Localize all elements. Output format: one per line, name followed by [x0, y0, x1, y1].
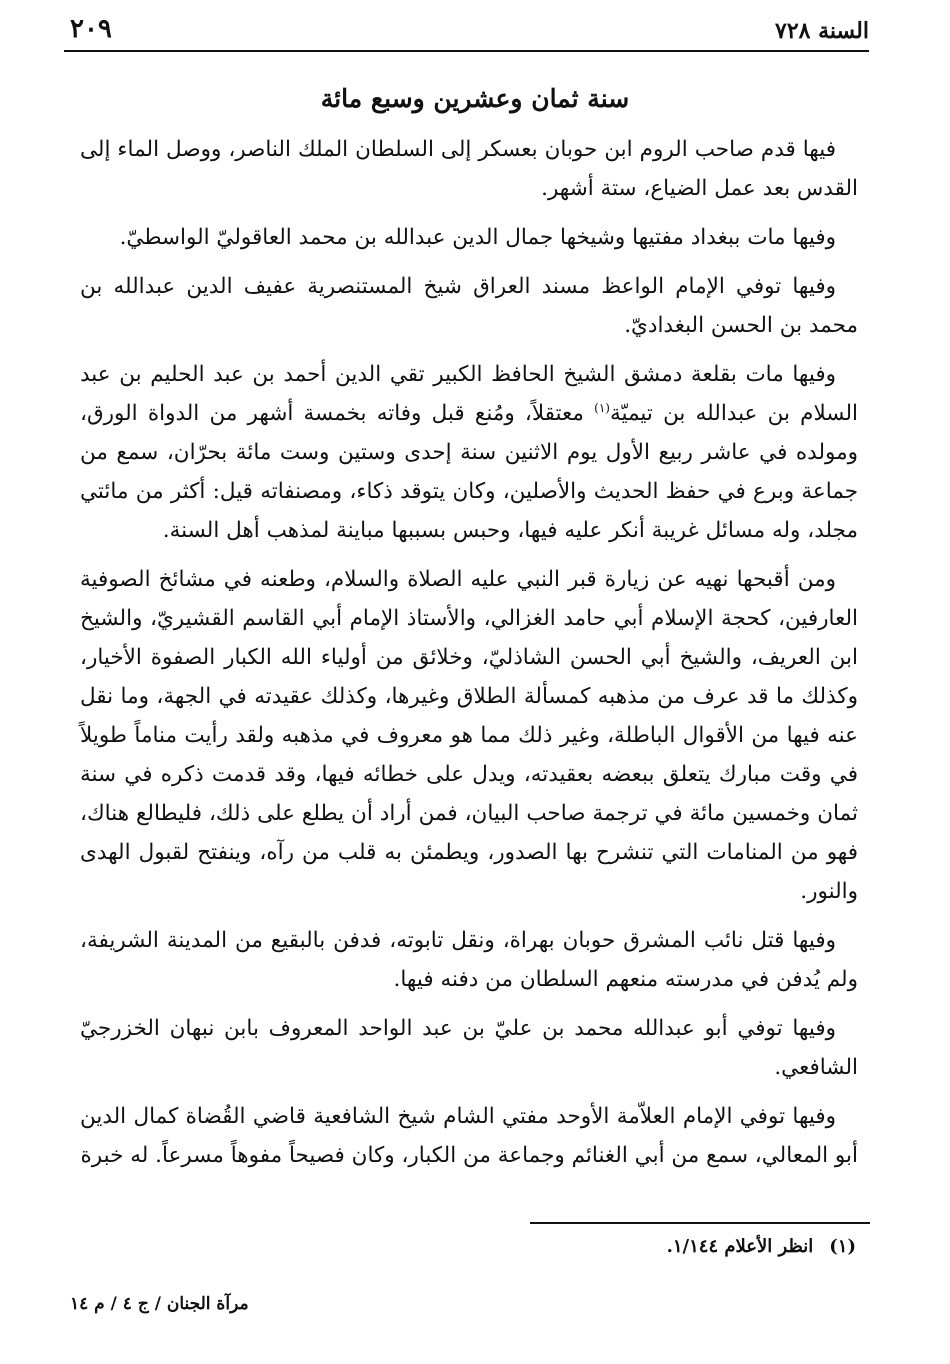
footnote-number: (١) — [829, 1236, 856, 1257]
paragraph-7: وفيها توفي أبو عبدالله محمد بن عليّ بن عبد الواحد المعروف بابن نبهان الخزرجيّ الشافعي. — [80, 1016, 858, 1080]
book-signature: مرآة الجنان / ج ٤ / م ١٤ — [70, 1294, 249, 1314]
footnote-text: انظر الأعلام ١/١٤٤. — [666, 1236, 814, 1257]
page-number: ٢٠٩ — [70, 14, 112, 44]
footnote — [667, 1236, 856, 1257]
ibn-taymiyya-text-start: وفيها مات بقلعة دمشق الشيخ الحافظ الكبير تقي الدين أحمد بن عبد الحليم بن عبد السلام بن عبدالله بن تيميّة — [80, 362, 858, 426]
footnote-reference: (١) — [594, 400, 610, 415]
paragraph-1: فيها قدم صاحب الروم ابن حوبان بعسكر إلى السلطان الملك الناصر، ووصل الماء إلى القدس بعد عمل الضياع، ستة أشهر. — [80, 137, 858, 201]
paragraph-2: وفيها مات ببغداد مفتيها وشيخها جمال الدين عبدالله بن محمد العاقوليّ الواسطيّ. — [119, 225, 836, 250]
paragraph-3: وفيها توفي الإمام الواعظ مسند العراق شيخ المستنصرية عفيف الدين عبدالله بن محمد بن الحسن البغداديّ. — [80, 274, 858, 338]
paragraph-8: وفيها توفي الإمام العلاّمة الأوحد مفتي الشام شيخ الشافعية قاضي القُضاة كمال الدين أبو المعالي، سمع من أبي الغنائم وجماعة من الكبار، وكان فصيحاً مفوهاً مسرعاً. له خبرة — [80, 1104, 858, 1168]
paragraph-6: وفيها قتل نائب المشرق حوبان بهراة، ونقل تابوته، فدفن بالبقيع من المدينة الشريفة، ولم يُدفن في مدرسته منعهم السلطان من دفنه فيها. — [80, 928, 858, 992]
body-text — [80, 130, 858, 1185]
header-year: السنة ٧٢٨ — [775, 18, 869, 44]
section-title: سنة ثمان وعشرين وسبع مائة — [320, 84, 630, 113]
ibn-taymiyya-text-end: معتقلاً، ومُنع قبل وفاته بخمسة أشهر من الدواة الورق، ومولده في عاشر ربيع الأول يوم الاثنين سنة إحدى وستين وست مائة بحرّان، سمع من جماعة وبرع في حفظ الحديث والأصلين، وكان يتوقد ذكاء، ومصنفاته قيل: أكثر من مائتي مجلد، وله مسائل غريبة أنكر عليه فيها، وحبس بسببها مباينة لمذهب أهل السنة. — [80, 401, 858, 543]
running-header — [64, 14, 869, 52]
paragraph-ibn-taymiyya — [80, 355, 858, 550]
paragraph-5: ومن أقبحها نهيه عن زيارة قبر النبي عليه الصلاة والسلام، وطعنه في مشائخ الصوفية العارفين، كحجة الإسلام أبي حامد الغزالي، والأستاذ الإمام أبي القاسم القشيريّ، والشيخ ابن العريف، والشيخ أبي الحسن الشاذليّ، وخلائق من أولياء الله الكبار الصفوة الأخيار، وكذلك ما قد عرف من مذهبه كمسألة الطلاق وغيرها، وكذلك عقيدته في الجهة، وما نقل عنه فيها من الأقوال الباطلة، وغير ذلك مما هو معروف في مذهبه ولقد رأيت مناماً طويلاً في وقت مبارك يتعلق ببعضه بعقيدته، ويدل على خطائه فيها، وقد قدمت ذكره في سنة ثمان وخمسين مائة في ترجمة صاحب البيان، فمن أراد أن يطلع على ذلك، فليطالع هناك، فهو من المنامات التي تنشرح بها الصدور، ويطمئن به قلب من رآه، وينفتح لقبول الهدى والنور. — [80, 567, 858, 904]
footnote-divider — [530, 1222, 870, 1224]
